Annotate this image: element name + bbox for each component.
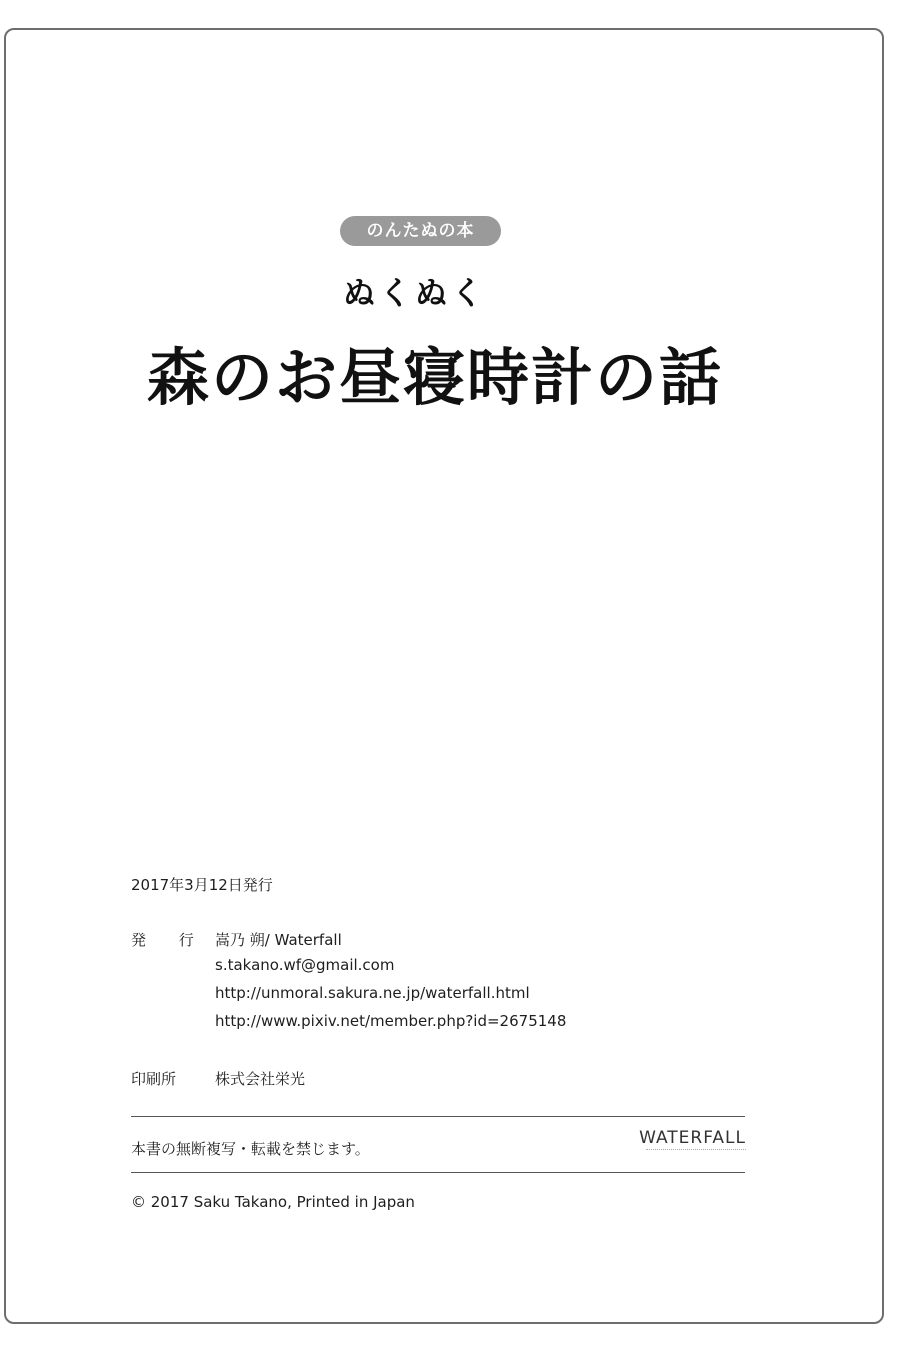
publisher-label: 発 行 [131,931,208,949]
publisher-url-pixiv: http://www.pixiv.net/member.php?id=2675148 [215,1012,567,1030]
copy-notice: 本書の無断複写・転載を禁じます。 [131,1140,370,1158]
publication-date: 2017年3月12日発行 [131,876,273,894]
book-title: 森のお昼寝時計の話 [146,341,723,414]
copyright-line: © 2017 Saku Takano, Printed in Japan [131,1193,415,1211]
divider-bottom [131,1172,745,1173]
series-badge: のんたぬの本 [340,216,501,246]
subtitle: ぬくぬく [342,274,487,312]
printer-label: 印刷所 [131,1070,177,1088]
publisher-url-site: http://unmoral.sakura.ne.jp/waterfall.html [215,984,530,1002]
waterfall-logo [636,1128,746,1153]
publisher-email: s.takano.wf@gmail.com [215,956,395,974]
logo-wordmark: WATERFALL [639,1128,746,1148]
logo-underline-decoration [646,1149,746,1153]
publisher-name: 嵩乃 朔/ Waterfall [215,931,342,949]
printer-name: 株式会社栄光 [215,1070,306,1088]
divider-top [131,1116,745,1117]
